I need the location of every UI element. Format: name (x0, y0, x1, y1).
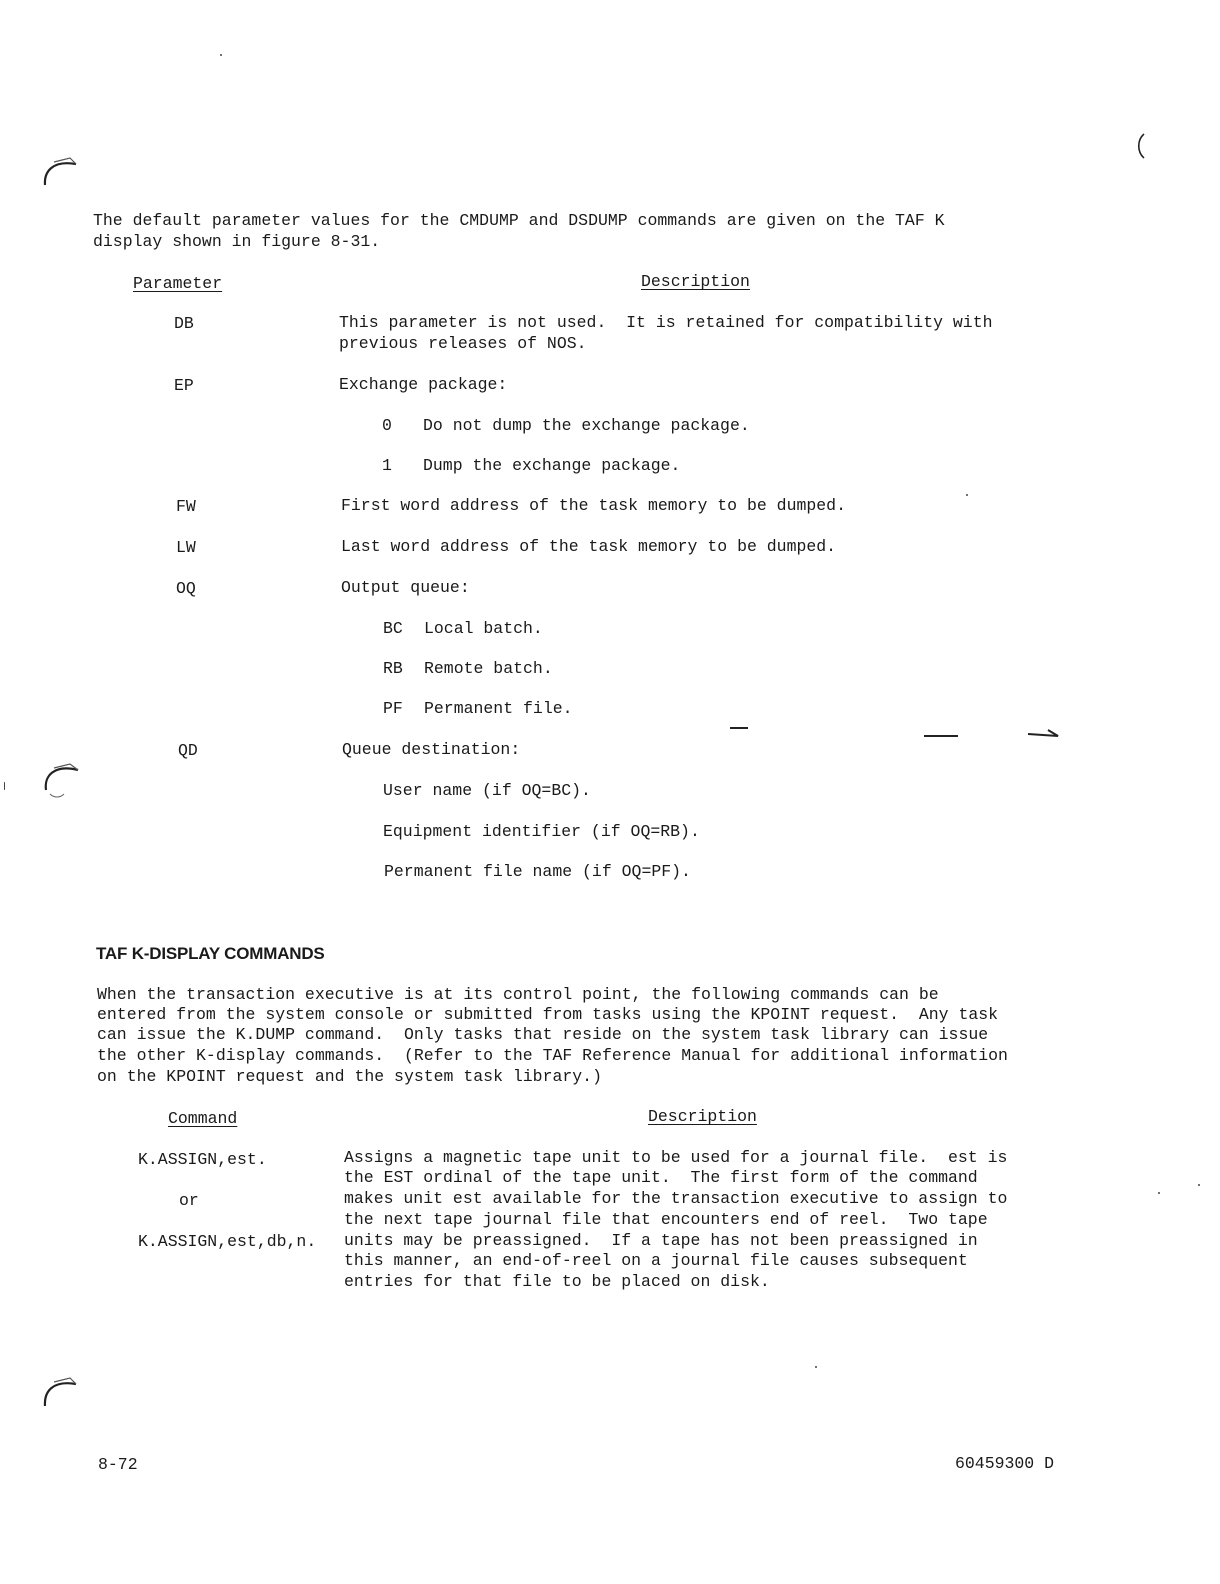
param-description: previous releases of NOS. (339, 334, 587, 353)
param-name: LW (176, 538, 196, 557)
section-heading: TAF K-DISPLAY COMMANDS (96, 944, 325, 963)
option-text: Dump the exchange package. (423, 456, 681, 475)
queue-destination-line: Equipment identifier (if OQ=RB). (383, 822, 700, 841)
param-table-header-description: Description (641, 272, 750, 291)
command-description-line: the next tape journal file that encounters end of reel. Two tape (344, 1210, 988, 1229)
scan-speck (815, 1366, 817, 1368)
scan-speck (1198, 1184, 1200, 1186)
param-table-header-parameter: Parameter (133, 274, 223, 293)
option-code: BC (383, 619, 403, 638)
binder-hole-mark-top (40, 150, 80, 190)
param-description: Exchange package: (339, 375, 508, 394)
scan-speck (4, 782, 5, 790)
param-name: EP (174, 376, 194, 395)
param-description: Queue destination: (342, 740, 521, 759)
param-name: DB (174, 314, 194, 333)
document-number: 60459300 D (955, 1454, 1055, 1473)
option-code: 1 (382, 456, 392, 475)
command-description-line: Assigns a magnetic tape unit to be used for a journal file. est is (344, 1148, 1008, 1167)
option-code: RB (383, 659, 403, 678)
param-name: QD (178, 741, 198, 760)
param-description: First word address of the task memory to be dumped. (341, 496, 846, 515)
option-code: 0 (382, 416, 392, 435)
scan-dash-marks (726, 724, 1066, 744)
section-paragraph-line: entered from the system console or submitted from tasks using the KPOINT request. Any task (97, 1005, 999, 1024)
scan-speck (1158, 1192, 1160, 1194)
param-description: Output queue: (341, 578, 470, 597)
command-description-line: entries for that file to be placed on disk. (344, 1272, 770, 1291)
scan-speck (966, 494, 968, 496)
page-edge-paren-mark (1134, 132, 1148, 160)
option-text: Permanent file. (424, 699, 573, 718)
command-syntax: K.ASSIGN,est,db,n. (138, 1232, 317, 1251)
param-description: Last word address of the task memory to be dumped. (341, 537, 837, 556)
option-text: Remote batch. (424, 659, 553, 678)
section-paragraph-line: can issue the K.DUMP command. Only tasks that reside on the system task library can issue (97, 1025, 989, 1044)
intro-line: display shown in figure 8-31. (93, 232, 381, 251)
option-code: PF (383, 699, 403, 718)
param-description: This parameter is not used. It is retained for compatibility with (339, 313, 993, 332)
queue-destination-line: Permanent file name (if OQ=PF). (384, 862, 691, 881)
queue-destination-line: User name (if OQ=BC). (383, 781, 591, 800)
command-or: or (179, 1191, 199, 1210)
param-name: FW (176, 497, 196, 516)
command-syntax: K.ASSIGN,est. (138, 1150, 267, 1169)
section-paragraph-line: the other K-display commands. (Refer to the TAF Reference Manual for additional information (97, 1046, 1008, 1065)
scan-speck (220, 54, 222, 56)
option-text: Local batch. (424, 619, 543, 638)
command-description-line: makes unit est available for the transaction executive to assign to (344, 1189, 1008, 1208)
page-number: 8-72 (98, 1455, 138, 1474)
section-paragraph-line: on the KPOINT request and the system task library.) (97, 1067, 602, 1086)
param-name: OQ (176, 579, 196, 598)
command-description-line: units may be preassigned. If a tape has not been preassigned in (344, 1231, 978, 1250)
command-table-header-command: Command (168, 1109, 238, 1128)
command-table-header-description: Description (648, 1107, 757, 1126)
section-paragraph-line: When the transaction executive is at its control point, the following commands can be (97, 985, 939, 1004)
binder-hole-mark-bottom (40, 1370, 80, 1410)
option-text: Do not dump the exchange package. (423, 416, 750, 435)
binder-hole-mark-middle (40, 758, 84, 808)
intro-line: The default parameter values for the CMDUMP and DSDUMP commands are given on the TAF K (93, 211, 945, 230)
command-description-line: this manner, an end-of-reel on a journal file causes subsequent (344, 1251, 968, 1270)
command-description-line: the EST ordinal of the tape unit. The first form of the command (344, 1168, 978, 1187)
